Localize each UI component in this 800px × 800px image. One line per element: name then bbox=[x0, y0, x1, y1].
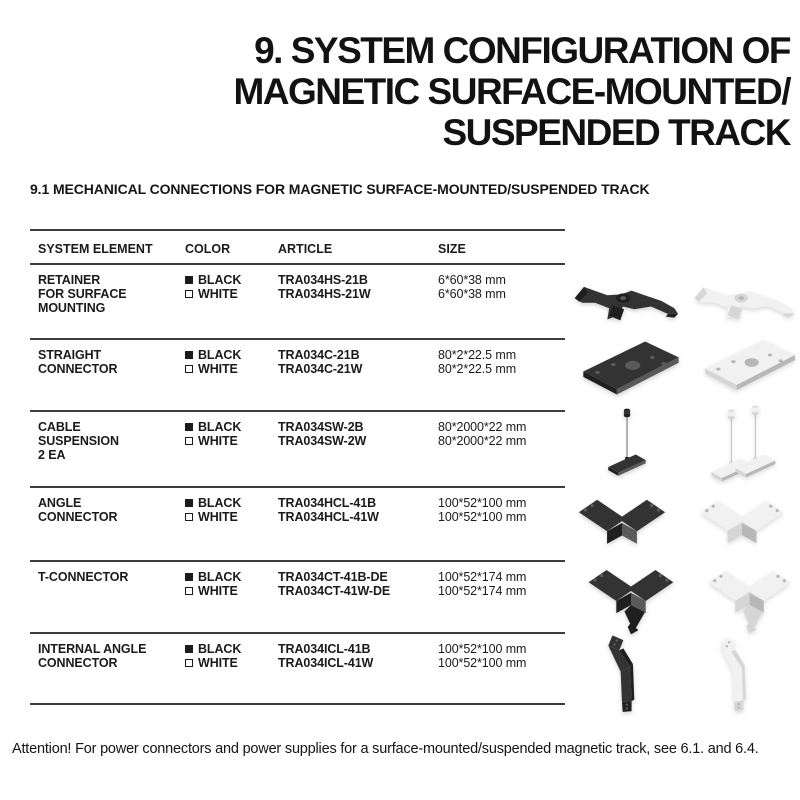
element-name-line: INTERNAL ANGLE bbox=[38, 642, 147, 656]
element-name-line: ANGLE bbox=[38, 496, 82, 510]
table-row bbox=[30, 560, 565, 632]
element-name-line: RETAINER bbox=[38, 273, 101, 287]
size-value: 100*52*174 mm bbox=[438, 570, 527, 584]
black-swatch-icon bbox=[185, 645, 193, 653]
cell-system-element bbox=[38, 273, 185, 338]
element-name-line: FOR SURFACE bbox=[38, 287, 127, 301]
article-code: TRA034SW-2W bbox=[278, 434, 367, 448]
article-code: TRA034HS-21B bbox=[278, 273, 368, 287]
connections-table bbox=[30, 229, 565, 705]
angle-connector-product-image-black bbox=[572, 489, 672, 557]
cell-size bbox=[438, 420, 565, 486]
cell-system-element bbox=[38, 348, 185, 410]
header-color: COLOR bbox=[185, 242, 231, 256]
size-value: 100*52*100 mm bbox=[438, 656, 527, 670]
cell-article bbox=[278, 348, 438, 410]
article-code: TRA034CT-41B-DE bbox=[278, 570, 388, 584]
internal-angle-product-image-white bbox=[713, 636, 755, 715]
cell-size bbox=[438, 496, 565, 560]
cell-color bbox=[185, 496, 278, 560]
cell-article bbox=[278, 570, 438, 632]
t-connector-product-image-white bbox=[702, 562, 797, 635]
article-code: TRA034HCL-41W bbox=[278, 510, 379, 524]
color-label: WHITE bbox=[198, 362, 238, 376]
white-swatch-icon bbox=[185, 365, 193, 373]
cell-color bbox=[185, 348, 278, 410]
retainer-product-image-black bbox=[568, 272, 682, 326]
cell-article bbox=[278, 420, 438, 486]
table-row bbox=[30, 410, 565, 486]
size-value: 6*60*38 mm bbox=[438, 287, 506, 301]
cable-suspension-product-image-white bbox=[706, 404, 782, 488]
section-heading: 9.1 MECHANICAL CONNECTIONS FOR MAGNETIC SURFACE-MOUNTED/SUSPENDED TRACK bbox=[30, 181, 650, 197]
page-title bbox=[233, 30, 790, 153]
internal-angle-product-image-black bbox=[600, 634, 644, 716]
black-swatch-icon bbox=[185, 423, 193, 431]
attention-note: Attention! For power connectors and power supplies for a surface-mounted/suspended magnetic track, see 6.1. and 6.4. bbox=[12, 741, 759, 757]
table-row bbox=[30, 263, 565, 338]
size-value: 100*52*100 mm bbox=[438, 496, 527, 510]
article-code: TRA034ICL-41W bbox=[278, 656, 374, 670]
element-name-line: 2 EA bbox=[38, 448, 66, 462]
retainer-product-image-white bbox=[688, 273, 798, 325]
black-swatch-icon bbox=[185, 499, 193, 507]
t-connector-product-image-black bbox=[582, 561, 680, 636]
cell-system-element bbox=[38, 642, 185, 703]
cell-article bbox=[278, 496, 438, 560]
color-label: BLACK bbox=[198, 570, 242, 584]
color-label: WHITE bbox=[198, 656, 238, 670]
size-value: 6*60*38 mm bbox=[438, 273, 506, 287]
white-swatch-icon bbox=[185, 437, 193, 445]
white-swatch-icon bbox=[185, 587, 193, 595]
cable-suspension-product-image-black bbox=[602, 407, 652, 482]
article-code: TRA034HCL-41B bbox=[278, 496, 377, 510]
element-name-line: T-CONNECTOR bbox=[38, 570, 129, 584]
cell-size bbox=[438, 273, 565, 338]
header-size: SIZE bbox=[438, 242, 466, 256]
element-name-line: CABLE bbox=[38, 420, 81, 434]
article-code: TRA034C-21W bbox=[278, 362, 363, 376]
article-code: TRA034SW-2B bbox=[278, 420, 364, 434]
cell-color bbox=[185, 642, 278, 703]
article-code: TRA034C-21B bbox=[278, 348, 360, 362]
article-code: TRA034ICL-41B bbox=[278, 642, 371, 656]
header-article: ARTICLE bbox=[278, 242, 333, 256]
straight-connector-product-image-white bbox=[700, 335, 800, 395]
cell-color bbox=[185, 273, 278, 338]
header-system-element: SYSTEM ELEMENT bbox=[38, 242, 153, 256]
article-code: TRA034CT-41W-DE bbox=[278, 584, 391, 598]
white-swatch-icon bbox=[185, 659, 193, 667]
cell-size bbox=[438, 348, 565, 410]
color-label: WHITE bbox=[198, 584, 238, 598]
cell-article bbox=[278, 273, 438, 338]
black-swatch-icon bbox=[185, 351, 193, 359]
size-value: 80*2000*22 mm bbox=[438, 420, 527, 434]
black-swatch-icon bbox=[185, 573, 193, 581]
element-name-line: CONNECTOR bbox=[38, 510, 118, 524]
color-label: BLACK bbox=[198, 273, 242, 287]
size-value: 100*52*100 mm bbox=[438, 510, 527, 524]
element-name-line: SUSPENSION bbox=[38, 434, 119, 448]
cell-color bbox=[185, 420, 278, 486]
color-label: WHITE bbox=[198, 434, 238, 448]
cell-size bbox=[438, 570, 565, 632]
white-swatch-icon bbox=[185, 290, 193, 298]
size-value: 80*2*22.5 mm bbox=[438, 348, 517, 362]
cell-color bbox=[185, 570, 278, 632]
cell-system-element bbox=[38, 420, 185, 486]
element-name-line: CONNECTOR bbox=[38, 656, 118, 670]
angle-connector-product-image-white bbox=[694, 490, 790, 556]
size-value: 80*2*22.5 mm bbox=[438, 362, 517, 376]
cell-size bbox=[438, 642, 565, 703]
color-label: WHITE bbox=[198, 287, 238, 301]
size-value: 100*52*174 mm bbox=[438, 584, 527, 598]
element-name-line: MOUNTING bbox=[38, 301, 106, 315]
color-label: WHITE bbox=[198, 510, 238, 524]
element-name-line: STRAIGHT bbox=[38, 348, 102, 362]
element-name-line: CONNECTOR bbox=[38, 362, 118, 376]
page-title-line: 9. SYSTEM CONFIGURATION OF bbox=[254, 30, 790, 71]
color-label: BLACK bbox=[198, 348, 242, 362]
page-title-line: SUSPENDED TRACK bbox=[442, 112, 790, 153]
size-value: 100*52*100 mm bbox=[438, 642, 527, 656]
page-title-line: MAGNETIC SURFACE-MOUNTED/ bbox=[233, 71, 790, 112]
table-row bbox=[30, 486, 565, 560]
size-value: 80*2000*22 mm bbox=[438, 434, 527, 448]
cell-system-element bbox=[38, 496, 185, 560]
color-label: BLACK bbox=[198, 420, 242, 434]
article-code: TRA034HS-21W bbox=[278, 287, 371, 301]
color-label: BLACK bbox=[198, 496, 242, 510]
table-row bbox=[30, 632, 565, 705]
white-swatch-icon bbox=[185, 513, 193, 521]
black-swatch-icon bbox=[185, 276, 193, 284]
cell-system-element bbox=[38, 570, 185, 632]
cell-article bbox=[278, 642, 438, 703]
table-header-row bbox=[30, 229, 565, 263]
color-label: BLACK bbox=[198, 642, 242, 656]
straight-connector-product-image-black bbox=[578, 336, 684, 400]
table-row bbox=[30, 338, 565, 410]
